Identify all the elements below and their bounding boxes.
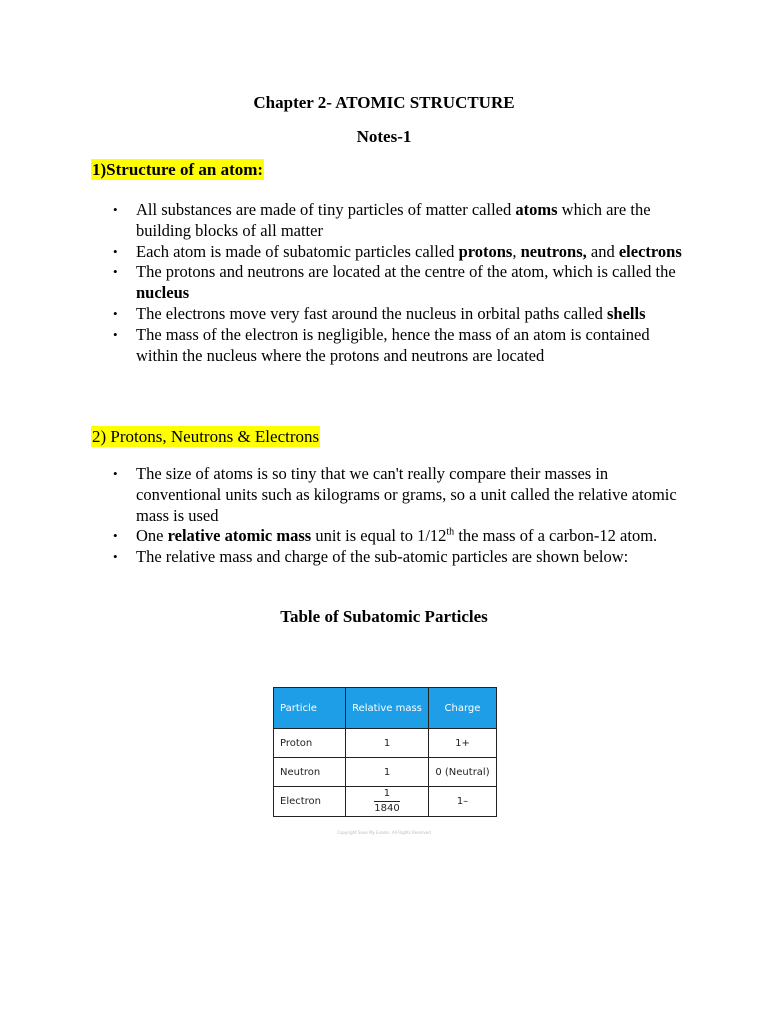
mass-cell: 1 [346, 729, 429, 758]
table-header-row [274, 688, 497, 729]
table-row [274, 729, 497, 758]
page-subtitle: Notes-1 [356, 127, 412, 146]
charge-cell: 1+ [429, 729, 497, 758]
column-header-relative-mass: Relative mass [346, 688, 429, 729]
structure-bullet-list [91, 200, 691, 366]
particle-cell: Electron [274, 787, 346, 817]
table-row [274, 787, 497, 817]
charge-cell: 1– [429, 787, 497, 817]
table-row [274, 758, 497, 787]
section-heading-structure: 1)Structure of an atom: [92, 160, 264, 179]
column-header-particle: Particle [274, 688, 346, 729]
list-item: • All substances are made of tiny particles of matter called atoms which are the building blocks of all matter [91, 200, 691, 242]
list-item: • One relative atomic mass unit is equal to 1/12th the mass of a carbon-12 atom. [91, 526, 691, 547]
fraction-numerator: 1 [374, 787, 399, 802]
particle-cell: Proton [274, 729, 346, 758]
mass-fraction [374, 787, 399, 816]
fraction-denominator: 1840 [374, 803, 400, 814]
charge-cell: 0 (Neutral) [429, 758, 497, 787]
page-title: Chapter 2- ATOMIC STRUCTURE [253, 93, 515, 112]
section-heading-particles: 2) Protons, Neutrons & Electrons [92, 427, 320, 446]
list-item: • The mass of the electron is negligible, hence the mass of an atom is contained within the nucleus where the protons and neutrons are located [91, 325, 691, 367]
list-item: • The size of atoms is so tiny that we can't really compare their masses in conventional units such as kilograms or grams, so a unit called the relative atomic mass is used [91, 464, 691, 526]
copyright-note: Copyright Save My Exams. All Rights Reserved [337, 830, 431, 835]
column-header-charge: Charge [429, 688, 497, 729]
mass-cell: 1 [346, 758, 429, 787]
particles-bullet-list [91, 464, 691, 568]
table-title: Table of Subatomic Particles [280, 607, 488, 626]
list-item: • The relative mass and charge of the sub-atomic particles are shown below: [91, 547, 691, 568]
list-item: • The electrons move very fast around the nucleus in orbital paths called shells [91, 304, 691, 325]
mass-cell [346, 787, 429, 817]
list-item: • Each atom is made of subatomic particles called protons, neutrons, and electrons [91, 242, 691, 263]
list-item: • The protons and neutrons are located at the centre of the atom, which is called the nucleus [91, 262, 691, 304]
particle-cell: Neutron [274, 758, 346, 787]
subatomic-particles-table [273, 687, 497, 817]
